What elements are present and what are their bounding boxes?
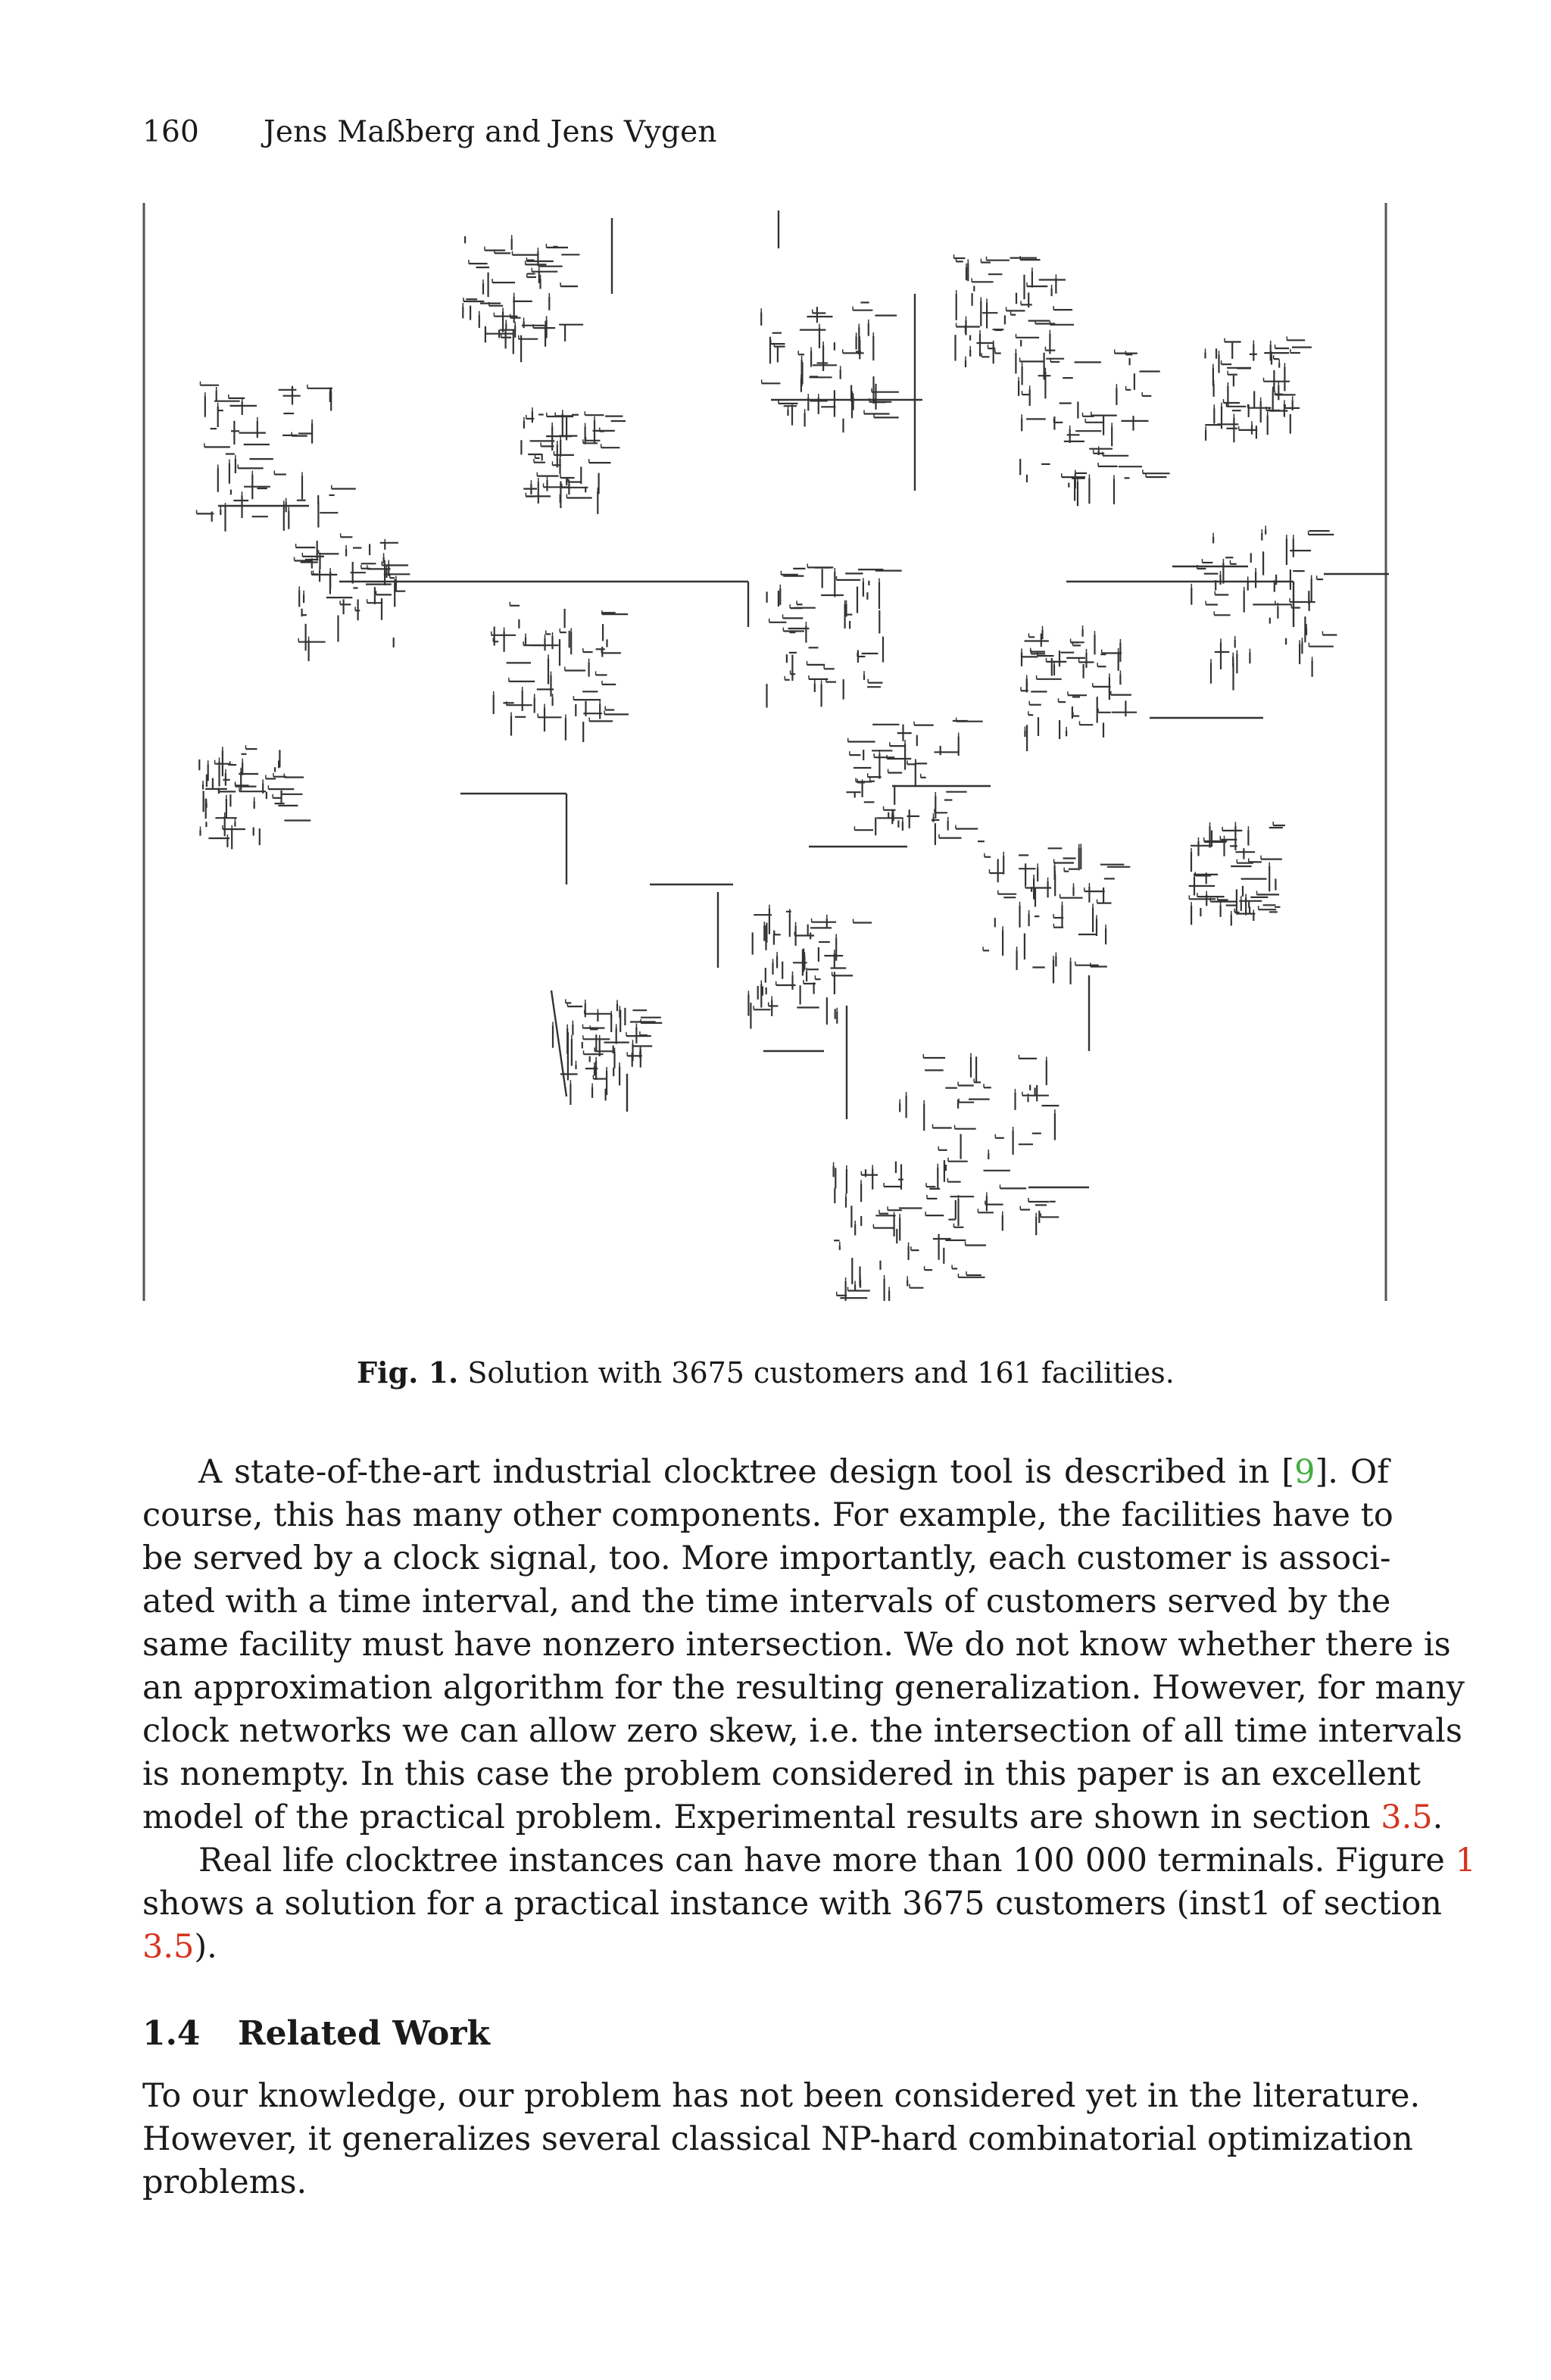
paragraph-1: [142, 1451, 1465, 1839]
figure-1: [142, 203, 1389, 1301]
paragraph-line: problems.: [142, 2163, 307, 2201]
clocktree-solution-plot: [142, 203, 1389, 1301]
section-title: Related Work: [238, 2014, 491, 2053]
citation-link-9[interactable]: 9: [1294, 1453, 1315, 1491]
paragraph-2: [142, 1839, 1476, 1969]
paragraph-line: 3.5).: [142, 1928, 217, 1966]
running-head-authors: Jens Maßberg and Jens Vygen: [264, 115, 717, 149]
paragraph-line: However, it generalizes several classical NP-hard combinatorial optimization: [142, 2120, 1413, 2158]
section-link-3-5[interactable]: 3.5: [1381, 1798, 1433, 1836]
paragraph-line: same facility must have nonzero intersection. We do not know whether there is: [142, 1626, 1451, 1664]
running-head: [142, 115, 717, 149]
paragraph-3: [142, 2075, 1421, 2204]
page-number: 160: [142, 115, 200, 149]
paragraph-line: To our knowledge, our problem has not been considered yet in the literature.: [142, 2077, 1421, 2115]
figure-caption-text: Solution with 3675 customers and 161 facilities.: [467, 1356, 1175, 1390]
figure-link-1[interactable]: 1: [1455, 1842, 1476, 1879]
section-number: 1.4: [142, 2014, 201, 2053]
paragraph-line: A state-of-the-art industrial clocktree design tool is described in [9]. Of: [198, 1453, 1390, 1491]
paragraph-line: is nonempty. In this case the problem considered in this paper is an excellent: [142, 1755, 1421, 1793]
paragraph-line: be served by a clock signal, too. More importantly, each customer is associ-: [142, 1539, 1391, 1577]
tree-edges: [197, 211, 1389, 1301]
section-link-3-5[interactable]: 3.5: [142, 1928, 195, 1966]
paragraph-line: clock networks we can allow zero skew, i.e. the intersection of all time intervals: [142, 1712, 1462, 1750]
paragraph-line: course, this has many other components. For example, the facilities have to: [142, 1496, 1393, 1534]
paragraph-line: Real life clocktree instances can have more than 100 000 terminals. Figure 1: [198, 1842, 1476, 1879]
section-heading: [142, 2014, 490, 2053]
figure-caption: [142, 1355, 1389, 1390]
paragraph-line: shows a solution for a practical instance with 3675 customers (inst1 of section: [142, 1885, 1442, 1923]
paragraph-line: ated with a time interval, and the time intervals of customers served by the: [142, 1583, 1391, 1620]
figure-label: Fig. 1.: [357, 1355, 459, 1390]
paragraph-line: model of the practical problem. Experimental results are shown in section 3.5.: [142, 1798, 1443, 1836]
paragraph-line: an approximation algorithm for the resulting generalization. However, for many: [142, 1669, 1465, 1707]
